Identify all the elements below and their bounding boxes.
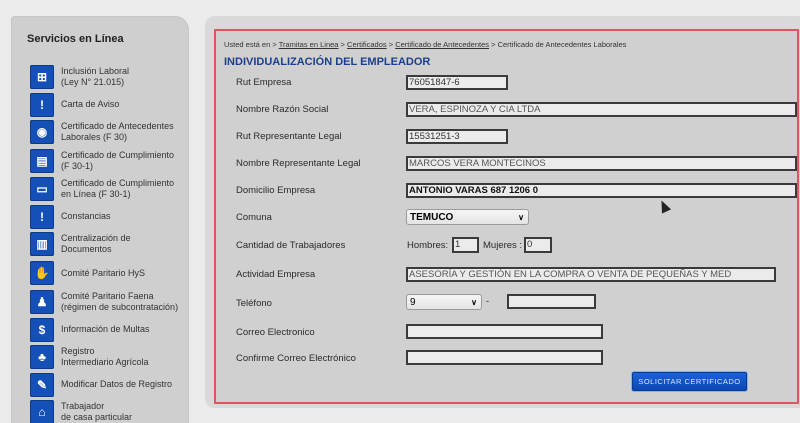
breadcrumb-separator: > bbox=[338, 40, 348, 49]
chevron-down-icon: ∨ bbox=[471, 297, 477, 307]
rut-representante-label: Rut Representante Legal bbox=[236, 131, 342, 142]
sidebar-item-label bbox=[61, 401, 132, 423]
telefono-prefix-select[interactable] bbox=[406, 294, 482, 310]
confirme-correo-label: Confirme Correo Electrónico bbox=[236, 353, 356, 364]
sidebar-item-label-line2: Laborales (F 30) bbox=[61, 132, 128, 142]
sidebar-item[interactable] bbox=[30, 229, 185, 259]
mujeres-input[interactable]: 0 bbox=[524, 237, 552, 253]
sidebar-item-label bbox=[61, 379, 172, 390]
actividad-input[interactable]: ASESORÍA Y GESTIÓN EN LA COMPRA O VENTA DE PEQUEÑAS Y MED bbox=[406, 267, 776, 282]
sidebar-item-label-line1: Trabajador bbox=[61, 401, 105, 411]
sidebar-item-label bbox=[61, 291, 178, 313]
sidebar-item-label-line1: Centralización de bbox=[61, 233, 131, 243]
sidebar-item-label bbox=[61, 211, 111, 222]
breadcrumb-link-tramites[interactable]: Tramitas en Linea bbox=[278, 40, 339, 49]
warning-mail-icon: ! bbox=[30, 93, 54, 117]
sidebar-item-label bbox=[61, 121, 174, 143]
sidebar-item-label bbox=[61, 324, 150, 335]
sidebar-item-label-line1: Certificado de Cumplimiento bbox=[61, 178, 175, 188]
document-icon: ▤ bbox=[30, 149, 54, 173]
breadcrumb-separator: > bbox=[386, 40, 396, 49]
sidebar-item[interactable] bbox=[30, 204, 185, 229]
sidebar-item[interactable] bbox=[30, 317, 185, 342]
services-menu bbox=[30, 62, 185, 423]
comuna-select[interactable] bbox=[406, 209, 529, 225]
sidebar-item-label-line1: Constancias bbox=[61, 211, 111, 221]
sidebar-item-label-line2: (F 30-1) bbox=[61, 160, 94, 171]
hombres-label: Hombres: bbox=[407, 240, 449, 251]
sidebar-item[interactable] bbox=[30, 259, 185, 287]
sidebar-item-label-line2: (Ley N° 21.015) bbox=[61, 77, 125, 87]
section-title: INDIVIDUALIZACIÓN DEL EMPLEADOR bbox=[224, 56, 431, 68]
documents-icon: ▥ bbox=[30, 232, 54, 256]
breadcrumb-prefix: Usted está en > bbox=[224, 40, 279, 49]
sidebar-item-label-line1: Carta de Aviso bbox=[61, 99, 120, 109]
sidebar-item-label bbox=[61, 66, 129, 88]
breadcrumb-current: Certificado de Antecedentes Laborales bbox=[497, 40, 627, 49]
notice-document-icon: ! bbox=[30, 205, 54, 229]
edit-icon: ✎ bbox=[30, 373, 54, 397]
sidebar-item-label bbox=[61, 268, 145, 279]
sidebar-item-label-line1: Modificar Datos de Registro bbox=[61, 379, 173, 389]
sidebar-item[interactable] bbox=[30, 147, 185, 174]
rut-empresa-label: Rut Empresa bbox=[236, 77, 292, 88]
sidebar-item-label-line1: Registro bbox=[61, 346, 95, 356]
breadcrumb-link-certificados[interactable]: Certificados bbox=[347, 40, 387, 49]
rut-representante-input[interactable]: 15531251-3 bbox=[406, 129, 508, 144]
breadcrumb-separator: > bbox=[489, 40, 498, 49]
sidebar-item-label bbox=[61, 233, 131, 255]
search-document-icon: ◉ bbox=[30, 120, 54, 144]
sidebar-item-label-line2: (régimen de subcontratación) bbox=[61, 302, 179, 312]
correo-input[interactable] bbox=[406, 324, 603, 339]
comuna-label: Comuna bbox=[236, 212, 272, 223]
hombres-input[interactable]: 1 bbox=[452, 237, 479, 253]
sidebar-item[interactable] bbox=[30, 92, 185, 117]
sidebar-item[interactable] bbox=[30, 287, 185, 317]
sidebar-item-label-line1: Información de Multas bbox=[61, 324, 150, 334]
rut-empresa-input[interactable]: 76051847-6 bbox=[406, 75, 508, 90]
sidebar-title: Servicios en Línea bbox=[27, 33, 124, 45]
sidebar-item[interactable] bbox=[30, 372, 185, 397]
correo-label: Correo Electronico bbox=[236, 327, 315, 338]
razon-social-label: Nombre Razón Social bbox=[236, 104, 329, 115]
sidebar-item[interactable] bbox=[30, 174, 185, 204]
breadcrumb bbox=[224, 40, 626, 49]
computer-document-icon: ▭ bbox=[30, 177, 54, 201]
handshake-icon: ✋ bbox=[30, 261, 54, 285]
sidebar-item-label-line1: Certificado de Antecedentes bbox=[61, 121, 174, 131]
sidebar-item-label-line2: en Línea (F 30-1) bbox=[61, 189, 131, 199]
solicitar-certificado-button[interactable]: SOLICITAR CERTIFICADO bbox=[632, 372, 747, 391]
sidebar-item[interactable] bbox=[30, 397, 185, 423]
sidebar-item-label-line1: Certificado de Cumplimiento bbox=[61, 149, 175, 160]
sidebar-item-label bbox=[61, 150, 174, 172]
employer-form-panel bbox=[214, 29, 799, 404]
confirme-correo-input[interactable] bbox=[406, 350, 603, 365]
sidebar-item-label-line1: Comité Paritario HyS bbox=[61, 267, 146, 278]
sidebar-item-label-line2: de casa particular bbox=[61, 412, 133, 422]
sidebar-item[interactable] bbox=[30, 62, 185, 92]
telefono-label: Teléfono bbox=[236, 298, 272, 309]
razon-social-input[interactable]: VERA, ESPINOZA Y CIA LTDA bbox=[406, 102, 797, 117]
nombre-representante-input[interactable]: MARCOS VERA MONTECINOS bbox=[406, 156, 797, 171]
sidebar-item-label bbox=[61, 178, 174, 200]
puzzle-icon: ⊞ bbox=[30, 65, 54, 89]
sidebar-item-label-line2: Intermediario Agrícola bbox=[61, 357, 149, 367]
comuna-value: TEMUCO bbox=[410, 211, 454, 223]
sidebar bbox=[11, 16, 189, 423]
workers-icon: ♟ bbox=[30, 290, 54, 314]
home-icon: ⌂ bbox=[30, 400, 54, 423]
trabajadores-label: Cantidad de Trabajadores bbox=[236, 240, 346, 251]
mujeres-label: Mujeres : bbox=[483, 240, 523, 251]
sidebar-item-label-line2: Documentos bbox=[61, 244, 112, 254]
sidebar-item-label-line1: Comité Paritario Faena bbox=[61, 291, 154, 301]
nombre-representante-label: Nombre Representante Legal bbox=[236, 158, 361, 169]
breadcrumb-link-antecedentes[interactable]: Certificado de Antecedentes bbox=[395, 40, 490, 49]
sidebar-item-label-line1: Inclusión Laboral bbox=[61, 66, 130, 76]
telefono-prefix-value: 9 bbox=[410, 296, 416, 308]
domicilio-input[interactable]: ANTONIO VARAS 687 1206 0 bbox=[406, 183, 797, 198]
telefono-dash: - bbox=[486, 296, 490, 307]
telefono-number-input[interactable] bbox=[507, 294, 596, 309]
sidebar-item-label bbox=[61, 346, 149, 368]
dollar-icon: $ bbox=[30, 318, 54, 342]
agriculture-icon: ♣ bbox=[30, 345, 54, 369]
actividad-label: Actividad Empresa bbox=[236, 269, 316, 280]
sidebar-item[interactable] bbox=[30, 342, 185, 372]
sidebar-item-label bbox=[61, 99, 119, 110]
domicilio-label: Domicilio Empresa bbox=[236, 185, 316, 196]
sidebar-item[interactable] bbox=[30, 117, 185, 147]
chevron-down-icon: ∨ bbox=[518, 212, 524, 222]
